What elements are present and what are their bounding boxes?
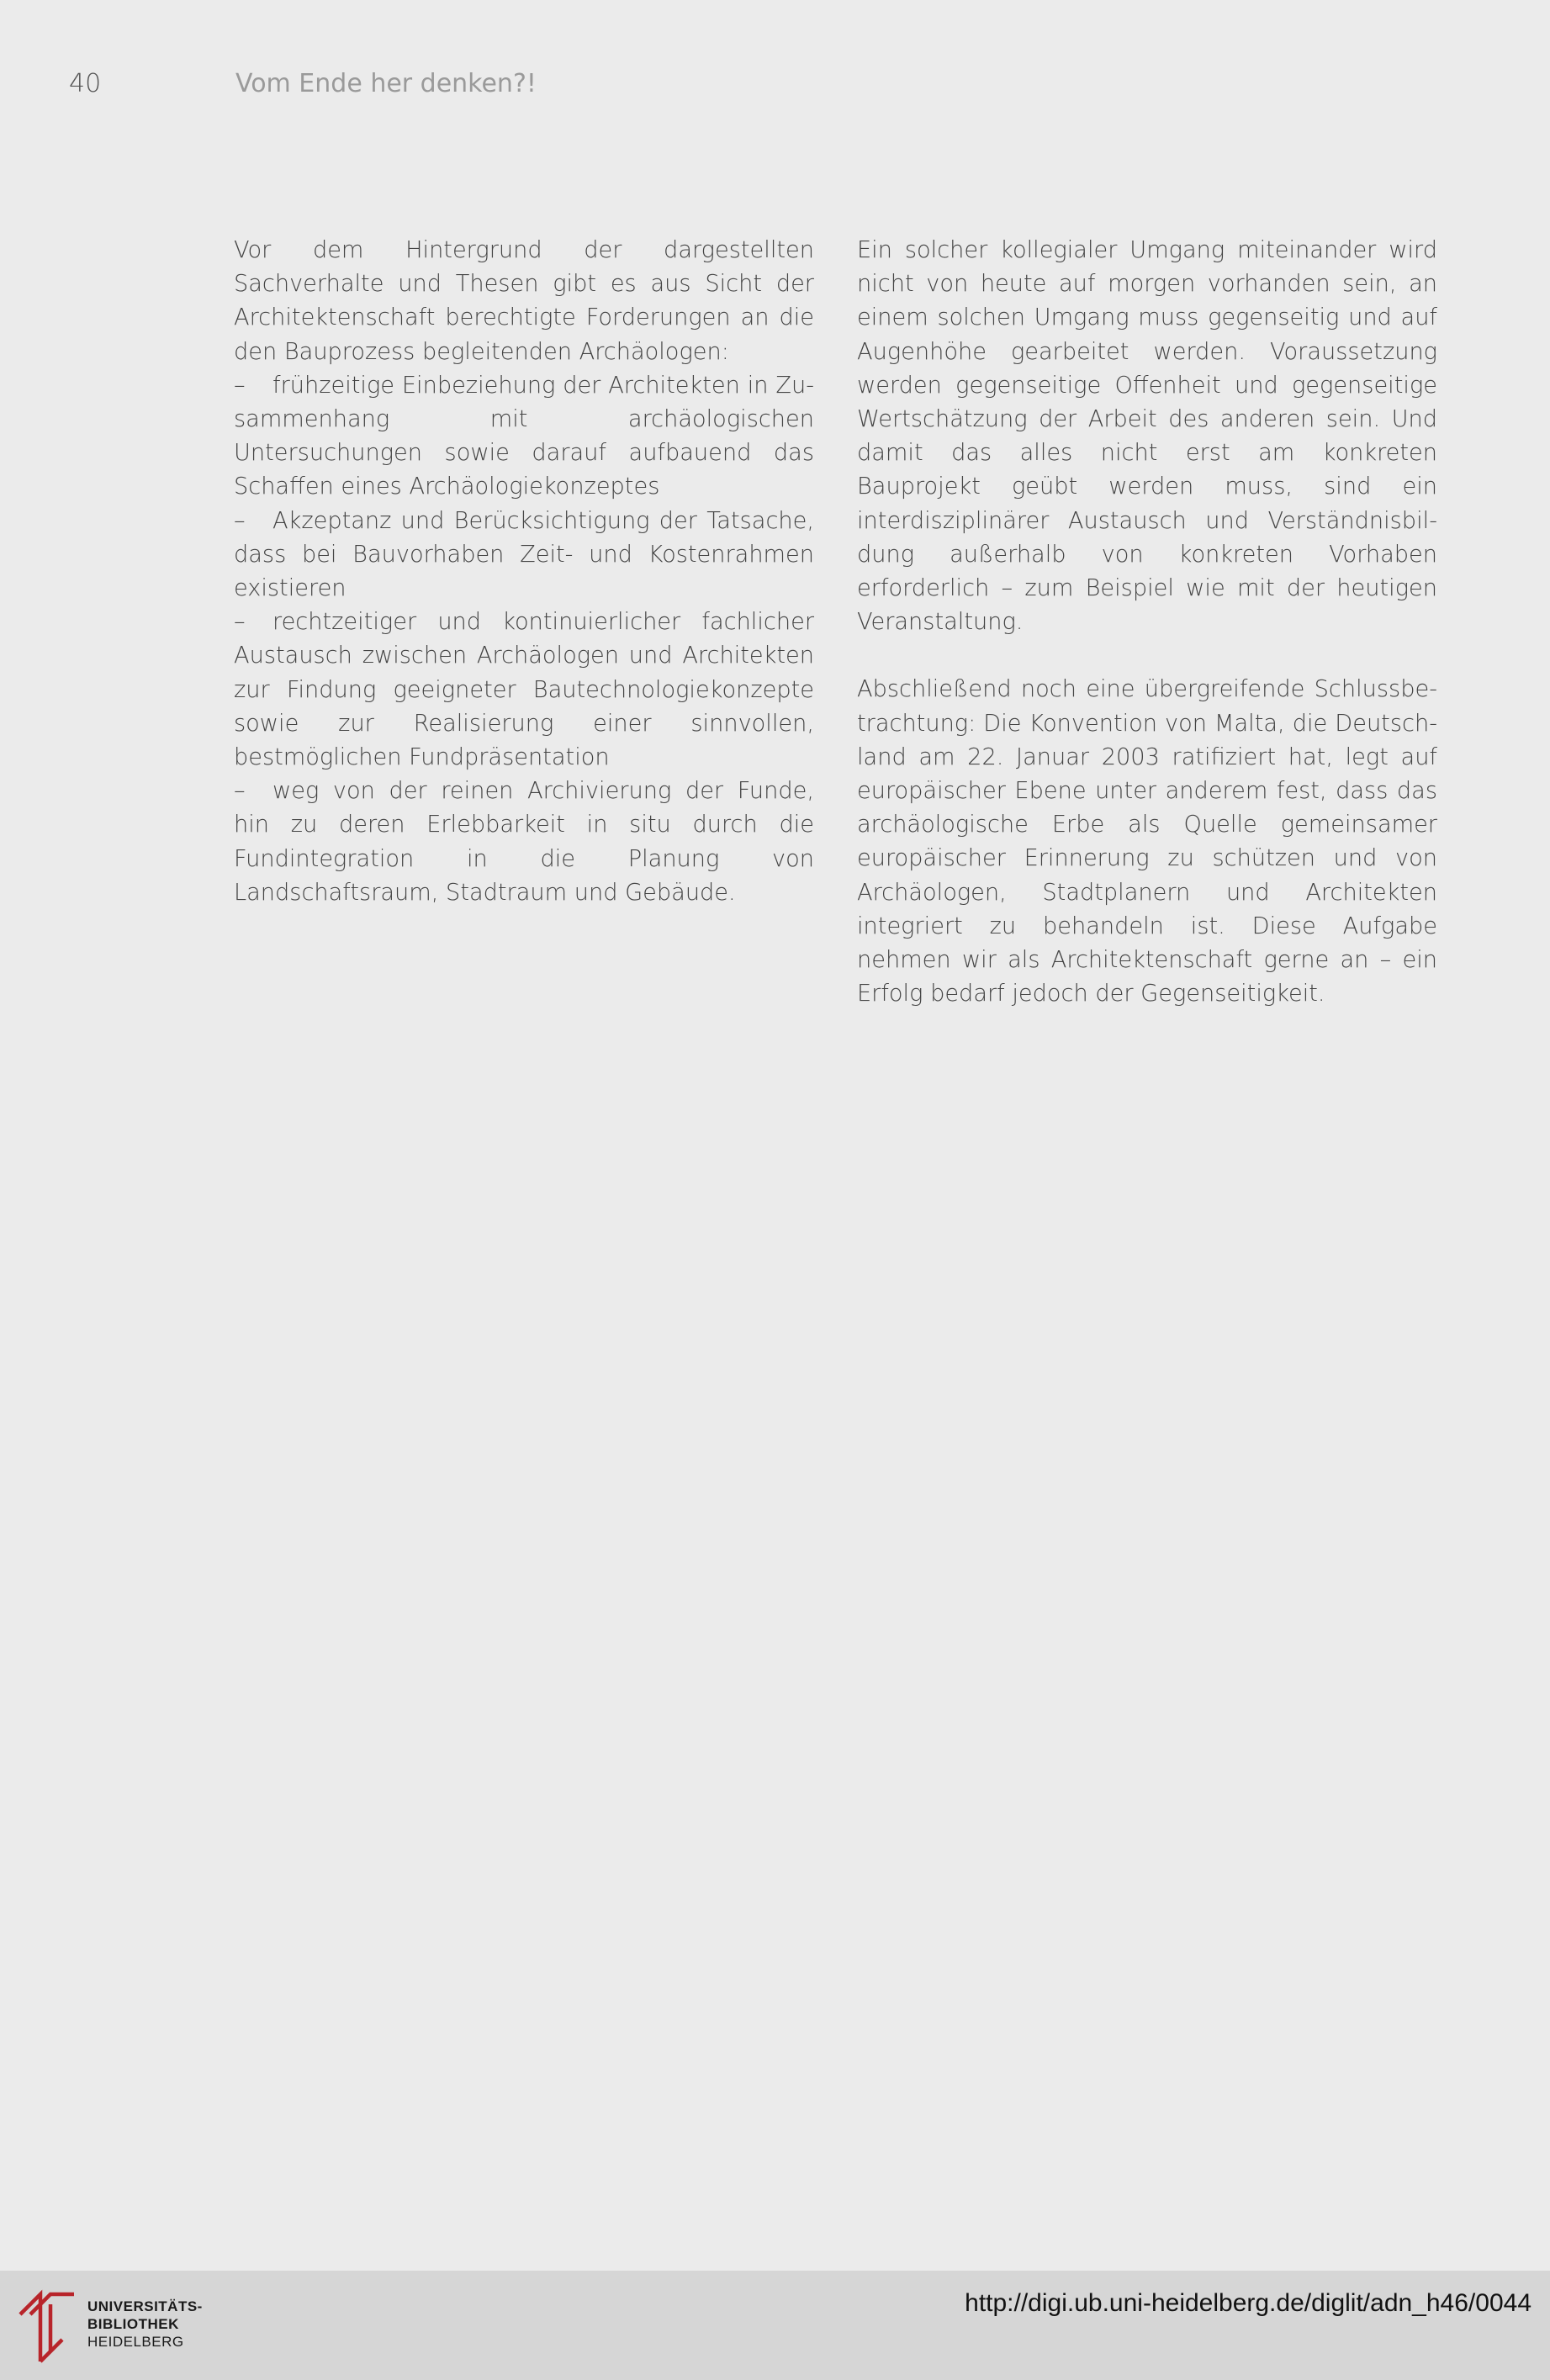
list-item	[234, 775, 814, 910]
library-name-line-2: BIBLIOTHEK	[87, 2316, 179, 2332]
list-dash: –	[234, 778, 246, 805]
list-item-text: frühzeitige Einbeziehung der Architekten in Zusammenhang mit archäologischen Untersuchungen sowie darauf aufbauend das Schaffen eines Archäologiekonzeptes	[234, 372, 814, 500]
right-column	[857, 234, 1437, 1011]
list-dash: –	[234, 609, 246, 636]
closing-paragraph: Abschließend noch eine übergreifende Schlussbetrachtung: Die Konvention von Malta, die Deutschland am 22. Januar 2003 ratifiziert hat, legt auf europäischer Ebene unter anderem fest, dass das archäologische Erbe als Quelle gemeinsamer europäischer Erinnerung zu schützen und von Archäologen, Stadtplanern und Architekten integriert zu behandeln ist. Diese Aufgabe nehmen wir als Architektenschaft gerne an – ein Erfolg bedarf jedoch der Gegenseitigkeit.	[857, 676, 1437, 1008]
library-name-line-3: HEIDELBERG	[87, 2334, 184, 2350]
footer-band	[0, 2271, 1550, 2380]
list-dash: –	[234, 372, 246, 399]
source-url-link[interactable]: http://digi.ub.uni-heidelberg.de/diglit/adn_h46/0044	[965, 2289, 1531, 2317]
library-logo-icon	[15, 2281, 79, 2365]
intro-paragraph: Vor dem Hintergrund der dargestellten Sachverhalte und Thesen gibt es aus Sicht der Architektenschaft berechtigte Forderungen an die den Bauprozess begleitenden Archäologen:	[234, 237, 814, 365]
list-dash: –	[234, 507, 246, 534]
demands-list	[234, 369, 814, 910]
page-number: 40	[69, 69, 102, 98]
list-item-text: Akzeptanz und Berücksichtigung der Tatsache, dass bei Bauvorhaben Zeit- und Kostenrahmen existieren	[234, 507, 814, 602]
library-name	[87, 2298, 203, 2351]
left-column	[234, 234, 814, 910]
list-item-text: rechtzeitiger und kontinuierlicher fachlicher Austausch zwischen Archäologen und Architekten zur Findung geeigneter Bautechnologiekonzepte sowie zur Realisierung einer sinnvollen, bestmöglichen Fundpräsentation	[234, 609, 814, 771]
list-item	[234, 505, 814, 606]
list-item	[234, 369, 814, 505]
list-item-text: weg von der reinen Archivierung der Funde, hin zu deren Erlebbarkeit in situ durch die Fundintegration in die Planung von Landschaftsraum, Stadtraum und Gebäude.	[234, 778, 814, 906]
body-paragraph: Ein solcher kollegialer Umgang miteinander wird nicht von heute auf morgen vorhanden sein, an einem solchen Umgang muss gegenseitig und auf Augenhöhe gearbeitet werden. Voraussetzung werden gegenseitige Offenheit und gegenseitige Wertschätzung der Arbeit des anderen sein. Und damit das alles nicht erst am konkreten Bauprojekt geübt werden muss, sind ein interdisziplinärer Austausch und Verständnisbildung außerhalb von konkreten Vorhaben erforderlich – zum Beispiel wie mit der heutigen Veranstaltung.	[857, 237, 1437, 636]
list-item	[234, 606, 814, 775]
library-name-line-1: UNIVERSITÄTS-	[87, 2298, 203, 2314]
running-title: Vom Ende her denken?!	[235, 69, 537, 98]
